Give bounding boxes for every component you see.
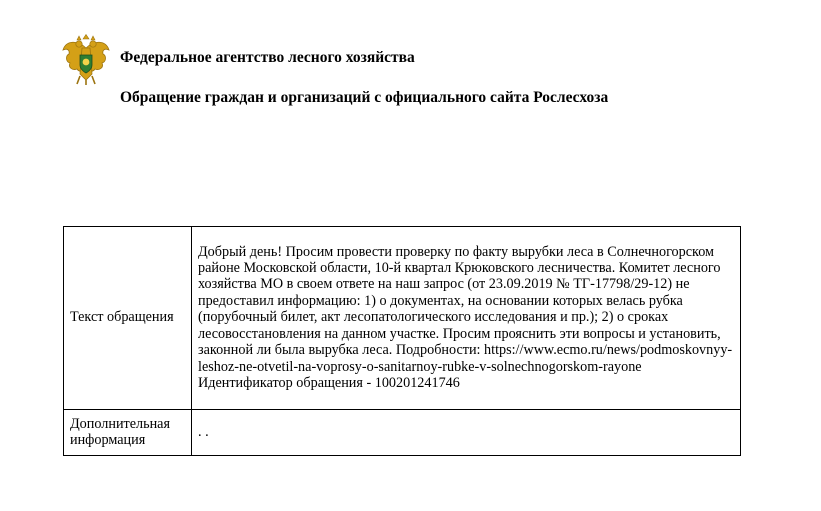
organization-name: Федеральное агентство лесного хозяйства bbox=[120, 49, 415, 66]
additional-info-label: Дополнительная информация bbox=[64, 410, 192, 456]
table-row bbox=[64, 227, 741, 410]
table-row bbox=[64, 410, 741, 456]
appeal-text-value: Добрый день! Просим провести проверку по факту вырубки леса в Солнечногорском районе Московской области, 10-й квартал Крюковского лесничества. Комитет лесного хозяйства МО в своем ответе на наш запрос (от 23.09.2019 № ТГ-17798/29-12) не предоставил информацию: 1) о документах, на основании которых велась рубка (порубочный билет, акт лесопатологического исследования и пр.); 2) о сроках лесовосстановления на данном участке. Просим прояснить эти вопросы и установить, законной ли была вырубка леса. Подробности: https://www.ecmo.ru/news/podmoskovnyy-leshoz-ne-otvetil-na-voprosy-o-sanitarnoy-rubke-v-solnechnogorskom-rayone Идентификатор обращения - 100201241746 bbox=[192, 227, 741, 410]
document-title: Обращение граждан и организаций с официального сайта Рослесхоза bbox=[120, 89, 609, 106]
appeal-text-label: Текст обращения bbox=[64, 227, 192, 410]
additional-info-value: . . bbox=[192, 410, 741, 456]
double-headed-eagle-emblem-icon bbox=[60, 34, 112, 86]
appeal-table bbox=[63, 226, 741, 456]
